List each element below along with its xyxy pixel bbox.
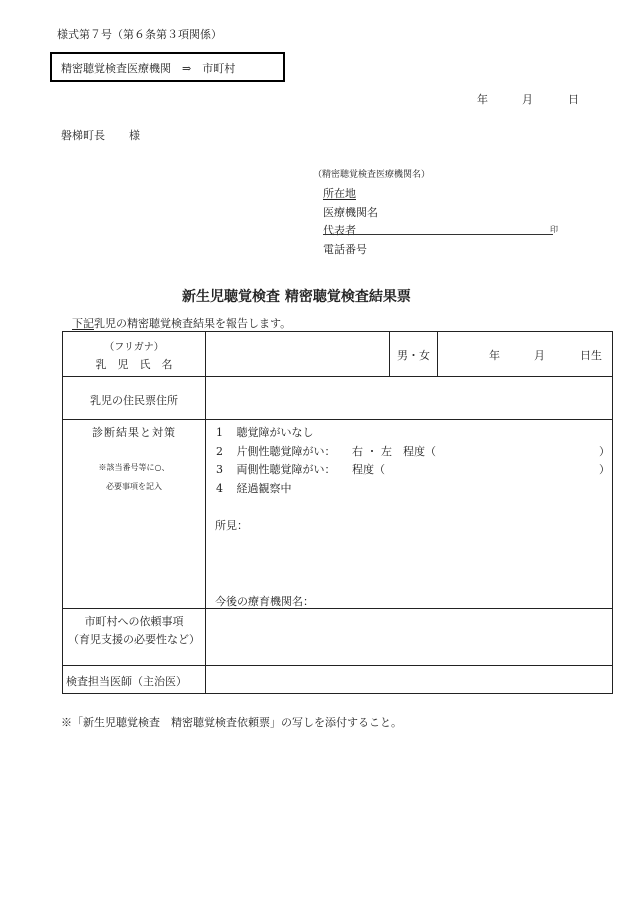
option-3-number: 3 (216, 463, 223, 476)
intro-rest: 乳児の精密聴覚検査結果を報告します。 (94, 317, 292, 330)
intro-text (72, 315, 291, 331)
birth-day-label: 日生 (580, 349, 602, 362)
doctor-field[interactable] (206, 666, 613, 694)
diagnosis-note-2: 必要事項を記入 (106, 482, 162, 491)
option-3-close: ） (599, 463, 610, 476)
diagnosis-field[interactable] (206, 420, 613, 609)
sex-cell[interactable] (390, 332, 438, 377)
birth-year-label: 年 (489, 349, 500, 362)
sender-representative-label: 代表者 (323, 224, 356, 237)
addressee-name: 磐梯町長 (61, 129, 105, 142)
doctor-row (63, 666, 613, 694)
intro-underlined: 下記 (72, 317, 94, 330)
infant-name-field[interactable] (206, 332, 390, 377)
date-year: 年 (477, 93, 488, 106)
date-month: 月 (522, 93, 533, 106)
option-4[interactable] (216, 480, 292, 496)
name-row (63, 332, 613, 377)
option-4-number: 4 (216, 482, 223, 495)
diagnosis-label-cell (63, 420, 206, 609)
doctor-label: 検査担当医師（主治医） (66, 675, 187, 688)
request-label-1: 市町村への依頼事項 (84, 615, 184, 628)
birth-month-label: 月 (534, 349, 545, 362)
doctor-label-cell (63, 666, 206, 694)
option-1-text: 聴覚障がいなし (236, 426, 314, 439)
findings-label: 所見： (215, 519, 248, 532)
infant-name-label: 乳 児 氏 名 (95, 358, 173, 371)
residence-field[interactable] (206, 377, 613, 420)
residence-label: 乳児の住民票住所 (90, 394, 178, 407)
option-2-close: ） (599, 445, 610, 458)
option-3-detail: 程度（ (352, 463, 385, 476)
addressee-honorific: 様 (129, 129, 140, 142)
future-institution-label: 今後の療育機関名： (215, 595, 314, 608)
request-field[interactable] (206, 609, 613, 666)
name-label-cell (63, 332, 206, 377)
option-2-number: 2 (216, 445, 223, 458)
form-number: 様式第７号（第６条第３項関係） (57, 28, 222, 41)
seal-mark: 印 (550, 225, 558, 234)
sender-address-label: 所在地 (323, 187, 356, 200)
date-day: 日 (568, 93, 579, 106)
document-title: 新生児聴覚検査 精密聴覚検査結果票 (182, 289, 411, 305)
route-box (50, 52, 285, 82)
diagnosis-label: 診断結果と対策 (92, 426, 176, 439)
furigana-label: （フリガナ） (104, 342, 164, 353)
request-row (63, 609, 613, 666)
option-1-number: 1 (216, 426, 223, 439)
option-3[interactable] (216, 461, 336, 477)
route-text: 精密聴覚検査医療機関 ⇒ 市町村 (61, 62, 236, 75)
result-table (62, 331, 613, 694)
diagnosis-note-1: ※該当番号等に○、 (98, 463, 170, 472)
diagnosis-row (63, 420, 613, 609)
option-3-text: 両側性聴覚障がい： (236, 463, 336, 476)
sex-options: 男・女 (397, 349, 430, 362)
footnote: ※「新生児聴覚検査 精密聴覚検査依頼票」の写しを添付すること。 (61, 716, 402, 729)
option-2[interactable] (216, 443, 336, 459)
sender-caption: （精密聴覚検査医療機関名） (313, 170, 431, 180)
sender-institution-label: 医療機関名 (323, 206, 378, 219)
option-2-text: 片側性聴覚障がい： (236, 445, 336, 458)
option-2-detail: 右 ・ 左 程度（ (352, 445, 436, 458)
sender-phone-label: 電話番号 (323, 243, 367, 256)
residence-label-cell (63, 377, 206, 420)
request-label-2: （育児支援の必要性など） (68, 633, 200, 646)
representative-line (323, 234, 553, 235)
option-4-text: 経過観察中 (236, 482, 292, 495)
option-1[interactable] (216, 424, 314, 440)
request-label-cell (63, 609, 206, 666)
residence-row (63, 377, 613, 420)
birthdate-cell[interactable] (438, 332, 613, 377)
